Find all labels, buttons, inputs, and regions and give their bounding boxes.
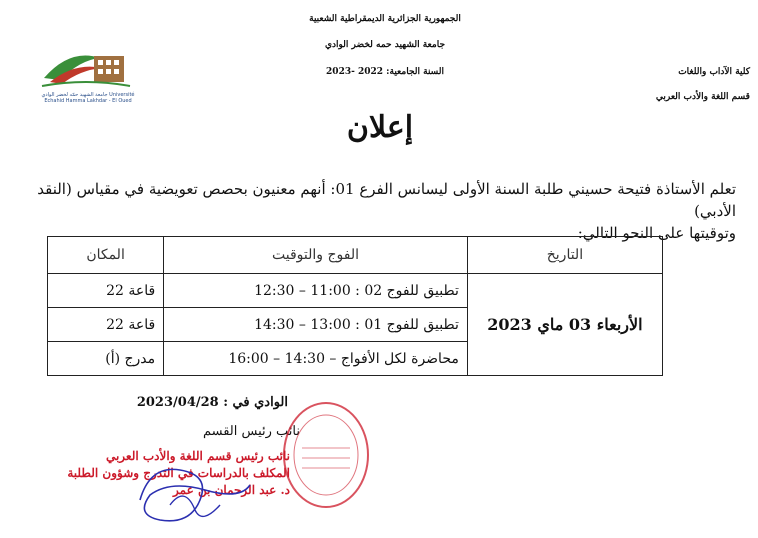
slot-cell: محاضرة لكل الأفواج – 14:30 – 16:00: [164, 342, 468, 376]
stamp-line: د. عبد الرحمان بن عمر: [173, 483, 290, 497]
signatory-title: نائب رئيس القسم: [202, 424, 300, 439]
table-row: [48, 274, 663, 308]
announcement-title: إعلان: [346, 110, 414, 145]
department-name: قسم اللغة والأدب العربي: [655, 92, 750, 102]
table-header-row: [48, 237, 663, 274]
announcement-body: [0, 178, 736, 244]
room-cell: قاعة 22: [48, 274, 164, 308]
place-date: الوادي في : 2023/04/28: [136, 395, 288, 410]
academic-year: السنة الجامعية: 2022 -2023: [326, 67, 444, 77]
official-stamp: [280, 400, 372, 510]
faculty-name: كلية الآداب واللغات: [678, 67, 750, 77]
university-logo: [40, 38, 132, 100]
session-date: الأربعاء 03 ماي 2023: [467, 274, 662, 376]
handwritten-signature: [130, 455, 260, 535]
header-date: التاريخ: [467, 237, 662, 274]
body-line-2: وتوقيتها على النحو التالي:: [577, 224, 736, 242]
room-cell: مدرج (أ): [48, 342, 164, 376]
republic-header: الجمهورية الجزائرية الديمقراطية الشعبية: [309, 14, 461, 24]
body-line-1: تعلم الأستاذة فتيحة حسيني طلبة السنة الأولى ليسانس الفرع 01: أنهم معنيون بحصص تعويضية في مقياس (النقد الأدبي): [37, 180, 736, 220]
room-cell: قاعة 22: [48, 308, 164, 342]
slot-cell: تطبيق للفوج 01 : 13:00 – 14:30: [164, 308, 468, 342]
stamp-line: المكلف بالدراسات في التدرج وشؤون الطلبة: [67, 466, 290, 480]
logo-caption: جامعة الشهيد حمّه لخضر الوادي Université Echahid Hamma Lakhdar - El Oued: [41, 92, 135, 104]
university-name: جامعة الشهيد حمه لخضر الوادي: [324, 40, 446, 50]
stamp-line: نائب رئيس قسم اللغة والأدب العربي: [105, 449, 290, 463]
header-group-time: الفوج والتوقيت: [164, 237, 468, 274]
schedule-table: [47, 236, 663, 376]
slot-cell: تطبيق للفوج 02 : 11:00 – 12:30: [164, 274, 468, 308]
header-place: المكان: [48, 237, 164, 274]
